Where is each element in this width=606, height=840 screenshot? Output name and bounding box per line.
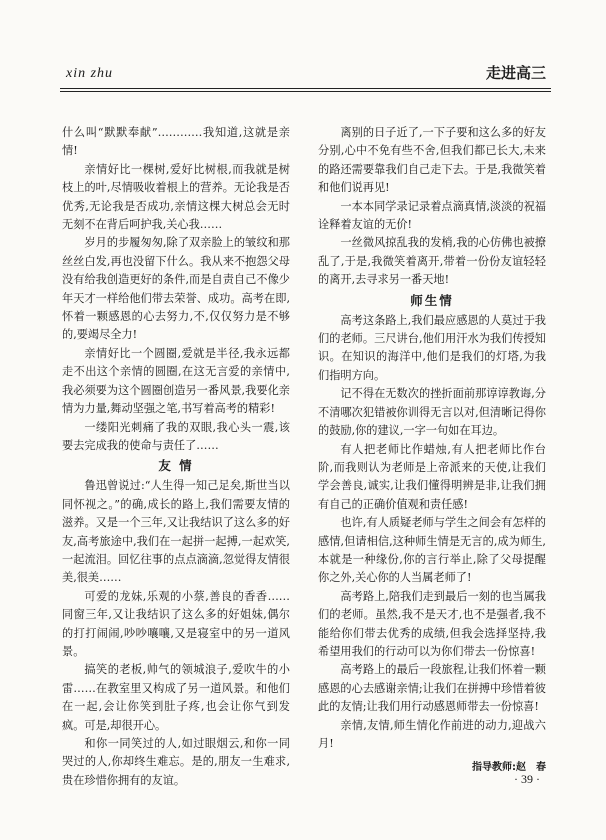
paragraph: 高考这条路上,我们最应感恩的人莫过于我们的老师。三尺讲台,他们用汗水为我们传授知识。在知识的海洋中,他们是我们的灯塔,为我们指明方向。 bbox=[318, 313, 546, 382]
paragraph: 一本本同学录记录着点滴真情,淡淡的祝福诠释着友谊的无价! bbox=[318, 199, 546, 232]
paragraph: 离别的日子近了,一下子要和这么多的好友分别,心中不免有些不舍,但我们都已长大,未来的路还需要靠我们自己走下去。于是,我微笑着和他们说再见! bbox=[318, 126, 546, 195]
paragraph: 有人把老师比作蜡烛,有人把老师比作台阶,而我则认为老师是上帝派来的天使,让我们学会善良,诚实,让我们懂得明辨是非,让我们拥有自己的正确价值观和责任感! bbox=[318, 442, 546, 511]
right-column bbox=[318, 124, 546, 778]
paragraph: 亲情,友情,师生情化作前进的动力,迎战六月! bbox=[318, 718, 546, 750]
header-rule-secondary bbox=[60, 91, 551, 92]
paragraph: 一丝微风掠乱我的发梢,我的心仿佛也被撩乱了,于是,我微笑着离开,带着一份份友谊轻轻的离开,去寻求另一番天地! bbox=[318, 236, 546, 287]
paragraph: 高考路上的最后一段旅程,让我们怀着一颗感恩的心去感谢亲情;让我们在拼搏中珍惜着彼此的友情;让我们用行动感恩师带去一份惊喜! bbox=[318, 663, 546, 714]
page-number: · 39 · bbox=[514, 772, 540, 786]
paragraph: 可爱的龙妹,乐观的小蔡,善良的香香……同窗三年,又让我结识了这么多的好姐妹,偶尔的打打闹闹,吵吵嚷嚷,又是寝室中的另一道风景。 bbox=[62, 589, 290, 658]
paragraph: 什么叫“默默奉献”…………我知道,这就是亲情! bbox=[62, 126, 290, 158]
paragraph: 亲情好比一棵树,爱好比树根,而我就是树枝上的叶,尽情吸收着根上的营养。无论我是否优秀,无论我是否成功,亲情这棵大树总会无时无刻不在背后呵护我,关心我…… bbox=[62, 162, 290, 232]
advisor-credit: 指导教师:赵 春 bbox=[472, 762, 546, 774]
left-column bbox=[62, 124, 290, 790]
header-rule bbox=[60, 88, 551, 89]
paragraph: 亲情好比一个圆圈,爱就是半径,我永远都走不出这个亲情的圆圈,在这无言爱的亲情中,我必须要为这个圆圈创造另一番风景,我要化亲情为力量,舞动坚强之笔,书写着高考的精彩! bbox=[62, 346, 290, 416]
paragraph: 一缕阳光刺痛了我的双眼,我心头一震,该要去完成我的使命与责任了…… bbox=[62, 420, 290, 452]
paragraph: 高考路上,陪我们走到最后一刻的也当属我们的老师。虽然,我不是天才,也不是强者,我不能给你们带去优秀的成绩,但我会选择坚持,我希望用我们的行动可以为你们带去一份惊喜! bbox=[318, 589, 546, 658]
section-title-friendship: 友 情 bbox=[158, 458, 194, 474]
paragraph: 鲁迅曾说过:“人生得一知己足矣,斯世当以同怀视之。”的确,成长的路上,我们需要友情的滋养。又是一个三年,又让我结识了这么多的好友,高考旅途中,我们在一起拼一起搏,一起欢笑,一起流泪。回忆往事的点点滴滴,忽觉得友情很美,很美…… bbox=[62, 479, 290, 585]
paragraph: 和你一同笑过的人,如过眼烟云,和你一同哭过的人,你却终生难忘。是的,朋友一生难求,贵在珍惜你拥有的友谊。 bbox=[62, 737, 290, 787]
paragraph: 也许,有人质疑老师与学生之间会有怎样的感情,但请相信,这种师生情是无言的,成为师生,本就是一种缘份,你的言行举止,除了父母提醒你之外,关心你的人当属老师了! bbox=[318, 516, 546, 585]
header-right: 走进高三 bbox=[485, 64, 546, 82]
header-left: xin zhu bbox=[66, 66, 114, 81]
section-title-teacher-student: 师生情 bbox=[410, 292, 454, 308]
paragraph: 记不得在无数次的挫折面前那谆谆教诲,分不清哪次犯错被你训得无言以对,但清晰记得你的鼓励,你的建议,一字一句如在耳边。 bbox=[318, 387, 546, 438]
paragraph: 搞笑的老板,帅气的领城浪子,爱吹牛的小雷……在教室里又构成了另一道风景。和他们在一起,会让你笑到肚子疼,也会让你气到发疯。可是,却很开心。 bbox=[62, 663, 290, 732]
paragraph: 岁月的步履匆匆,除了双亲脸上的皱纹和那丝丝白发,再也没留下什么。我从来不抱怨父母没有给我创造更好的条件,而是自责自己不像少年天才一样给他们带去荣誉、成功。高考在即,怀着一颗感恩的心去努力,不,仅仅努力是不够的,要竭尽全力! bbox=[62, 236, 290, 342]
